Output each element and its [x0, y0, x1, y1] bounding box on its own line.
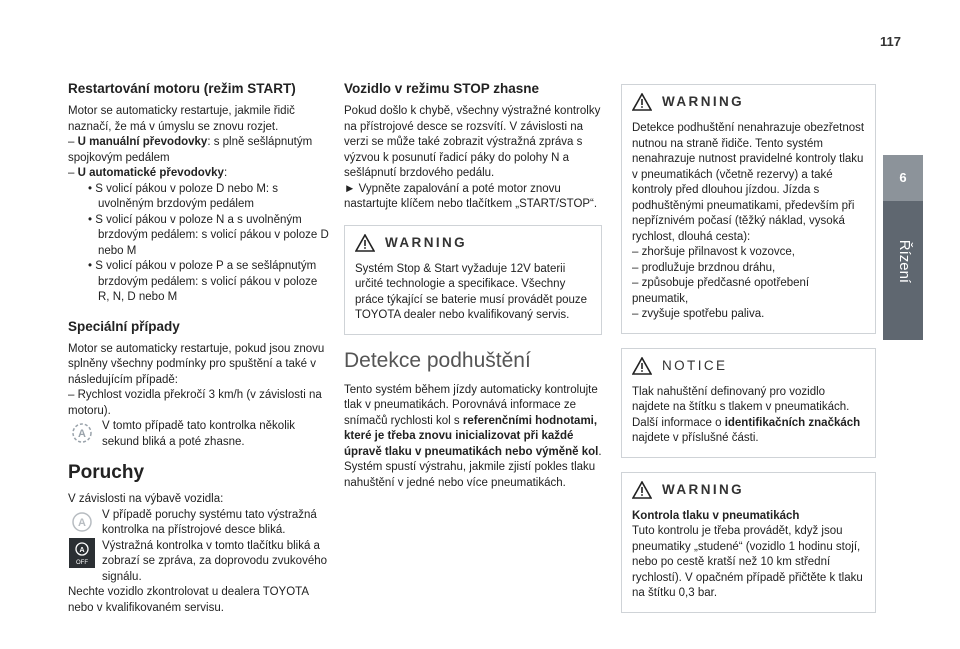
heading-restart: Restartování motoru (režim START) [68, 81, 296, 96]
indicator-row [68, 419, 330, 450]
warning-title: WARNING [662, 94, 745, 110]
warning-triangle-icon [632, 93, 652, 111]
text-stop: Pokud došlo k chybě, všechny výstražné kontrolky na přístrojové desce se rozsvítí. V závislosti na verzi se může také zobrazit výstražná zpráva s výzvou k posunutí řadicí páky do polohy N a sešlápnutí brzdového pedálu. [344, 105, 601, 179]
fault-row-a [68, 508, 330, 539]
warning-text: Systém Stop & Start vyžaduje 12V baterii určité technologie a specifikace. Všechny práce týkající se baterie musí provádět pouze TOYOTA dealer nebo kvalifikovaný servis. [355, 262, 588, 321]
chapter-tab-label: Řízení [895, 239, 913, 284]
svg-text:A: A [78, 516, 86, 529]
text-special: Motor se automaticky restartuje, pokud jsou znovu splněny všechny podmínky pro spuštění a také v následujícím případě: [68, 342, 325, 386]
warning-subheading: Kontrola tlaku v pneumatikách [632, 509, 800, 522]
text-special-dash: – Rychlost vozidla překročí 3 km/h (v závislosti na motoru). [68, 389, 322, 417]
text-fault-b: Výstražná kontrolka v tomto tlačítku bliká a zobrazí se zpráva, za doprovodu zvukového signálu. [102, 539, 328, 583]
warning-title: WARNING [385, 234, 468, 250]
list-item: • S volicí pákou v poloze N a s uvolněným brzdovým pedálem: s volicí pákou v poloze D nebo M [88, 213, 329, 257]
text-fault-c: Nechte vozidlo zkontrolovat u dealera TOYOTA nebo v kvalifikovaném servisu. [68, 586, 309, 614]
fault-row-b [68, 539, 330, 586]
chapter-tab-number: 6 [883, 155, 923, 201]
auto-a-indicator-icon [68, 419, 96, 447]
text-faults-intro: V závislosti na výbavě vozidla: [68, 493, 224, 505]
warning-text: Tuto kontrolu je třeba provádět, když jsou pneumatiky „studené“ (vozidlo 1 hodinu stojí, nebo po cestě kratší než 10 km střední rychlostí). V opačném případě přičtěte k tlaku na štítku 0,3 bar. [632, 525, 863, 599]
heading-faults: Poruchy [68, 462, 145, 483]
warning-triangle-icon [632, 481, 652, 499]
warning-title: WARNING [662, 481, 745, 497]
heading-special: Speciální případy [68, 318, 180, 334]
warning-box-battery [344, 225, 602, 335]
text-detection: Tento systém během jízdy automaticky kontrolujte tlak v pneumatikách. Porovnává informace ze snímačů rychlosti kol s referenčními hodnotami, které je třeba znovu inicializovat při každé úpravě tlaku v pneumatikách nebo výměně kol. Systém spustí výstrahu, jakmile zjistí pokles tlaku nahuštění v jedné nebo více pneumatikách. [344, 383, 602, 489]
notice-text: Tlak nahuštění definovaný pro vozidlo najdete na štítku s tlakem v pneumatikách. Další informace o identifikačních značkách najdete v příslušné části. [632, 385, 861, 444]
warning-text: Detekce podhuštění nenahrazuje obezřetnost nutnou na straně řidiče. Tento systém nenahrazuje nutnost pravidelné kontroly tlaku v pneumatikách (včetně rezervy) a také kontroly před dlouhou jízdou. Jízda s podhuštěnými pneumatikami, především při nepříznivém počasí (těžký náklad, vysoká rychlost, dlouhá cesta): [632, 122, 865, 243]
auto-a-off-button-icon [68, 539, 96, 567]
list-item: – prodlužuje brzdnou dráhu, [632, 261, 776, 274]
warning-box-pressure [621, 472, 876, 613]
column-1 [68, 80, 330, 616]
heading-detection: Detekce podhuštění [344, 348, 531, 372]
text-auto: – U automatické převodovky: [68, 167, 228, 179]
notice-title: NOTICE [662, 357, 728, 373]
list-item: – zvyšuje spotřebu paliva. [632, 308, 765, 320]
svg-text:A: A [79, 546, 85, 554]
heading-stop: Vozidlo v režimu STOP zhasne [344, 81, 540, 96]
warning-triangle-icon [632, 357, 652, 375]
text-restart-intro: Motor se automaticky restartuje, jakmile řidič naznačí, že má v úmyslu se znovu rozjet. [68, 105, 295, 133]
column-2 [344, 80, 602, 491]
list-item: – způsobuje předčasné opotřebení pneumatik, [632, 277, 810, 305]
text-indicator: V tomto případě tato kontrolka několik sekund bliká a poté zhasne. [102, 420, 296, 448]
notice-box [621, 348, 876, 458]
list-item: • S volicí pákou v poloze P a se sešlápnutým brzdovým pedálem: s volicí pákou v poloze R, N, D nebo M [88, 260, 318, 303]
text-manual: – U manuální převodovky: s plně sešlápnutým spojkovým pedálem [68, 136, 313, 164]
text-fault-a: V případě poruchy systému tato výstražná kontrolka na přístrojové desce bliká. [102, 508, 317, 536]
svg-text:A: A [78, 428, 86, 440]
list-item: – zhoršuje přilnavost k vozovce, [632, 246, 795, 258]
text-stop-instruction: ► Vypněte zapalování a poté motor znovu nastartujte klíčem nebo tlačítkem „START/STOP“. [344, 182, 598, 210]
column-3 [621, 84, 876, 627]
list-item: • S volicí pákou v poloze D nebo M: s uvolněným brzdovým pedálem [88, 182, 279, 210]
page-number: 117 [880, 34, 901, 49]
auto-a-warning-icon [68, 508, 96, 536]
warning-box-detection [621, 84, 876, 334]
warning-triangle-icon [355, 234, 375, 252]
svg-text:OFF: OFF [76, 559, 88, 566]
